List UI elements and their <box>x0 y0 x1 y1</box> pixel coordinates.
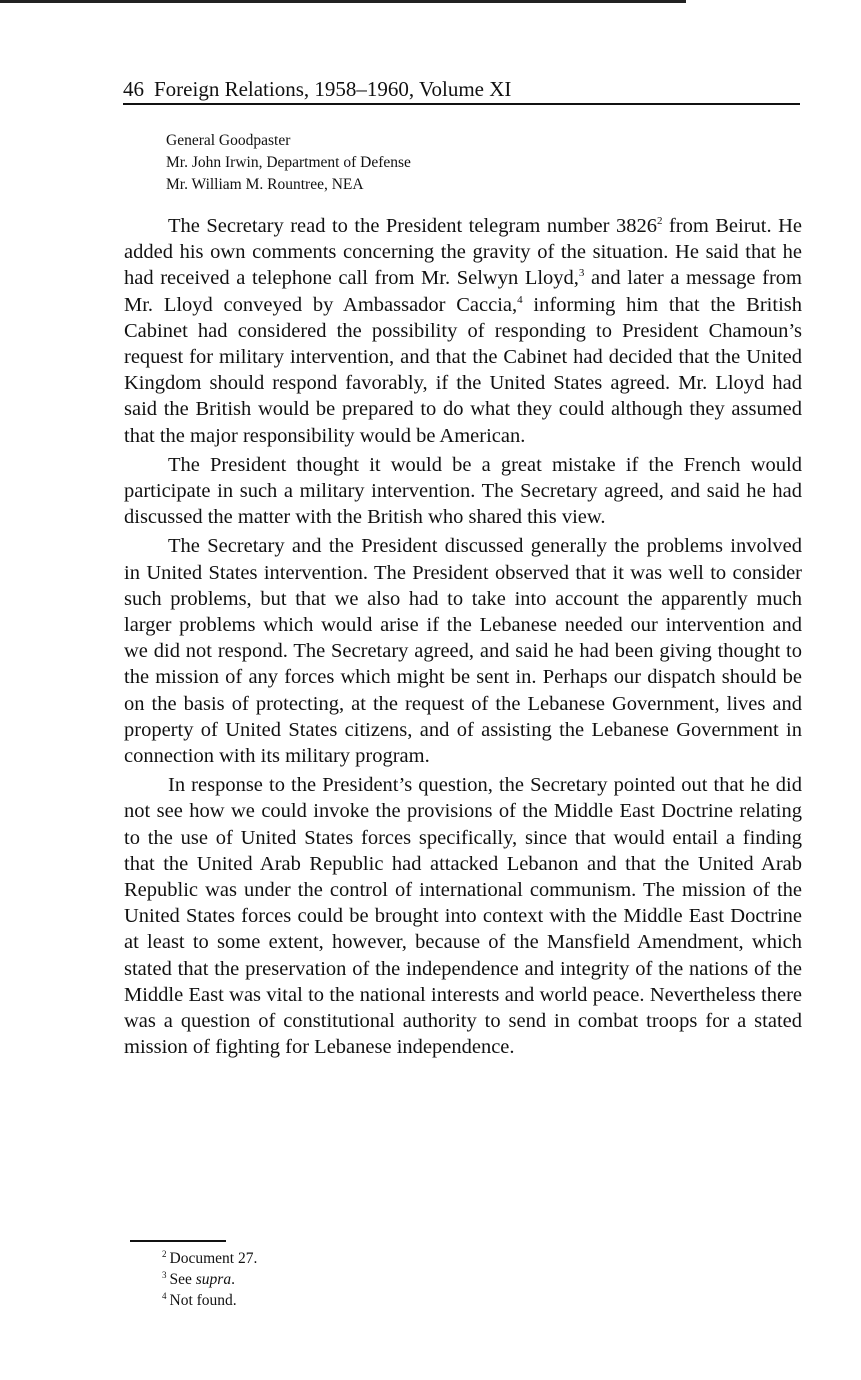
attendee: General Goodpaster <box>166 132 291 149</box>
paragraph-text: and later a message from Mr. Lloyd conveyed by Ambassador Caccia, <box>124 267 802 316</box>
footnote-3 <box>162 1269 257 1290</box>
volume-title: Foreign Relations, 1958–1960, Volume XI <box>154 77 512 101</box>
paragraph-4: In response to the President’s question, the Secretary pointed out that he did not see how we could invoke the provisions of the Middle East Doctrine relating to the use of United States forces specifically, since that would entail a finding that the United Arab Republic had attacked Lebanon and that the United Arab Republic was under the control of international communism. The mission of the United States forces could be brought into context with the Middle East Doctrine at least to some extent, however, because of the Mansfield Amendment, which stated that the preservation of the independence and integrity of the nations of the Middle East was vital to the national interests and world peace. Nevertheless there was a question of constitutional authority to send in combat troops for a stated mission of fighting for Lebanese independence. <box>124 774 802 1059</box>
footnote-ref-4: 4 <box>517 293 523 306</box>
attendee-list <box>166 130 411 196</box>
footnote-4 <box>162 1290 257 1311</box>
page-top-edge <box>0 0 686 3</box>
footnote-number: 4 <box>162 1291 167 1301</box>
running-header <box>123 76 800 105</box>
footnote-number: 2 <box>162 1249 167 1259</box>
paragraph-2: The President thought it would be a great mistake if the French would participate in such a military intervention. The Secretary agreed, and said he had discussed the matter with the British who shared this view. <box>124 453 802 529</box>
paragraph-text: The Secretary read to the President telegram number 3826 <box>168 215 657 237</box>
footnote-rule <box>130 1240 226 1242</box>
footnote-text: Not found. <box>169 1292 237 1309</box>
footnote-ref-3: 3 <box>578 267 585 280</box>
paragraph-1 <box>124 213 802 449</box>
footnote-number: 3 <box>162 1270 167 1280</box>
footnote-ref-2: 2 <box>656 215 663 227</box>
attendee: Mr. John Irwin, Department of Defense <box>166 154 411 171</box>
footnote-italic: supra <box>195 1271 232 1288</box>
footnote-text: Document 27. <box>169 1250 258 1267</box>
page-number: 46 <box>123 77 144 101</box>
footnote-2 <box>162 1248 257 1269</box>
attendee: Mr. William M. Rountree, NEA <box>166 176 364 193</box>
footnotes <box>162 1248 257 1311</box>
paragraph-3: The Secretary and the President discussed generally the problems involved in United States intervention. The President observed that it was well to consider such problems, but that we also had to take into account the apparently much larger problems which would arise if the Lebanese needed our intervention and we did not respond. The Secretary agreed, and said he had been giving thought to the mission of any forces which might be sent in. Perhaps our dispatch should be on the basis of protecting, at the request of the Lebanese Government, lives and property of United States citizens, and of assisting the Lebanese Government in connection with its military program. <box>124 535 802 768</box>
paragraph-text: informing him that the British Cabinet had considered the possibility of responding to President Chamoun’s request for military intervention, and that the Cabinet had decided that the United Kingdom should respond favorably, if the United States agreed. Mr. Lloyd had said the British would be prepared to do what they could although they assumed that the major responsibility would be American. <box>124 293 802 447</box>
paragraph-text: from Beirut. He added his own comments concerning the gravity of the situation. He said that he had received a telephone call from Mr. Selwyn Lloyd, <box>124 215 802 290</box>
footnote-text: See <box>169 1271 196 1288</box>
body-text <box>124 213 802 1064</box>
footnote-text: . <box>231 1271 235 1288</box>
